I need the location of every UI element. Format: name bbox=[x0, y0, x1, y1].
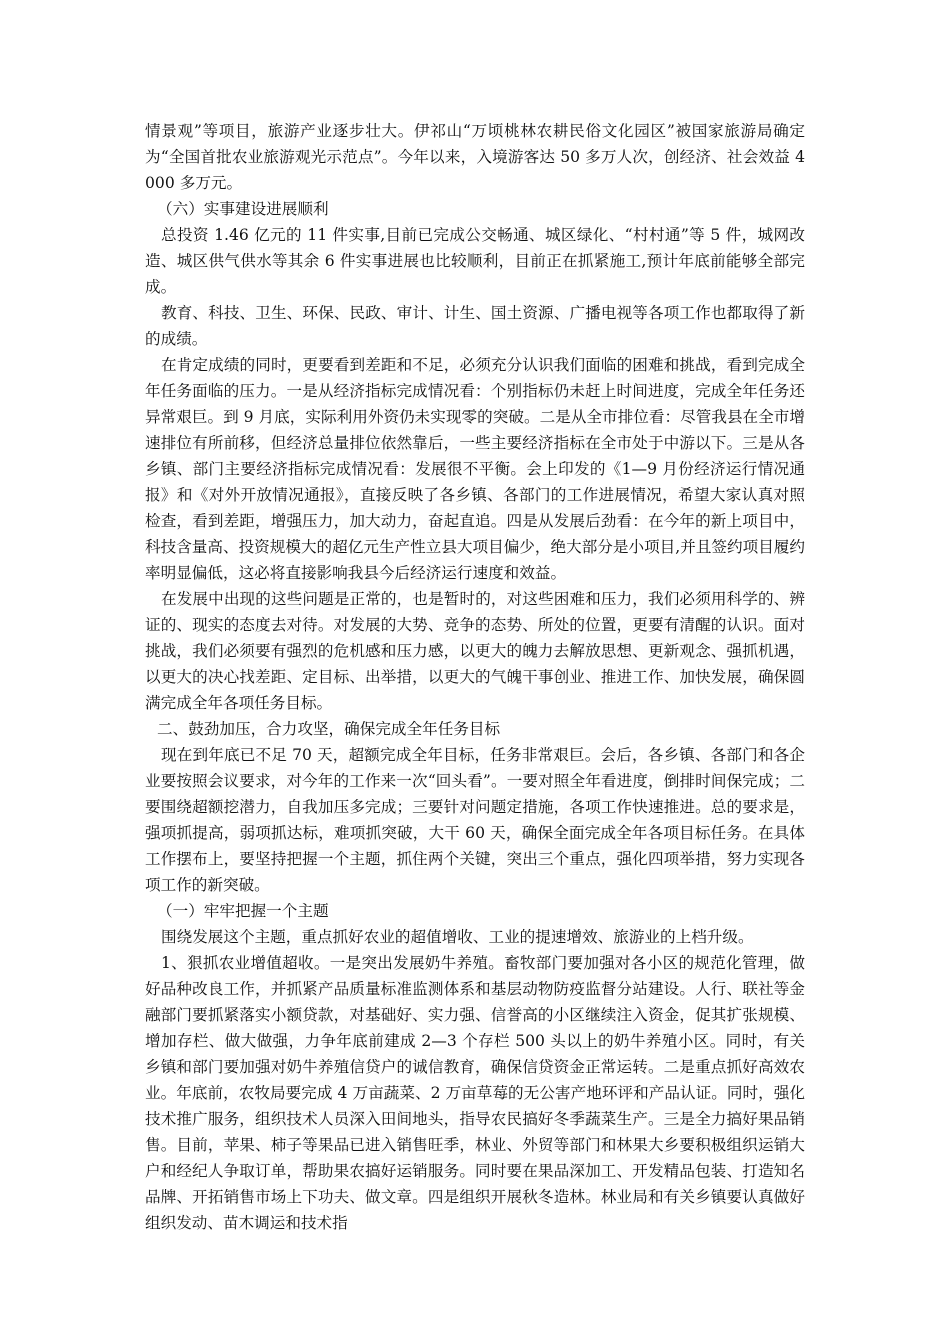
section-heading-part-two: 二、鼓劲加压，合力攻坚，确保完成全年任务目标 bbox=[157, 720, 501, 738]
paragraph-other-work: 教育、科技、卫生、环保、民政、审计、计生、国土资源、广播电视等各项工作也都取得了新的成绩。 bbox=[145, 304, 805, 348]
paragraph-theme-summary: 围绕发展这个主题，重点抓好农业的超值增收、工业的提速增效、旅游业的上档升级。 bbox=[161, 928, 754, 946]
document-body bbox=[145, 118, 805, 1236]
section-heading-one-theme: （一）牢牢把握一个主题 bbox=[157, 902, 329, 920]
paragraph-attitude: 在发展中出现的这些问题是正常的，也是暂时的，对这些困难和压力，我们必须用科学的、辨证的、现实的态度去对待。对发展的大势、竞争的态势、所处的位置，更要有清醒的认识。面对挑战，我们必须要有强烈的危机感和压力感，以更大的魄力去解放思想、更新观念、强抓机遇，以更大的决心找差距、定目标、出举措，以更大的气魄干事创业、推进工作、加快发展，确保圆满完成全年各项任务目标。 bbox=[145, 590, 805, 712]
section-heading-practical-projects: （六）实事建设进展顺利 bbox=[157, 200, 329, 218]
paragraph-gaps-and-challenges: 在肯定成绩的同时，更要看到差距和不足，必须充分认识我们面临的困难和挑战，看到完成全年任务面临的压力。一是从经济指标完成情况看：个别指标仍未赶上时间进度，完成全年任务还异常艰巨。到 9 月底，实际利用外资仍未实现零的突破。二是从全市排位看：尽管我县在全市增速排位有所前移，但经济总量排位依然靠后，一些主要经济指标在全市处于中游以下。三是从各乡镇、部门主要经济指标完成情况看：发展很不平衡。会上印发的《1—9 月份经济运行情况通报》和《对外开放情况通报》，直接反映了各乡镇、各部门的工作进展情况，希望大家认真对照检查，看到差距，增强压力，加大动力，奋起直追。四是从发展后劲看：在今年的新上项目中，科技含量高、投资规模大的超亿元生产性立县大项目偏少，绝大部分是小项目,并且签约项目履约率明显偏低，这必将直接影响我县今后经济运行速度和效益。 bbox=[145, 356, 805, 582]
paragraph-practical-projects: 总投资 1.46 亿元的 11 件实事,目前已完成公交畅通、城区绿化、“村村通”等 5 件，城网改造、城区供气供水等其余 6 件实事进展也比较顺利，目前正在抓紧施工,预计年底前能够全部完成。 bbox=[145, 226, 805, 296]
paragraph-year-end-push: 现在到年底已不足 70 天，超额完成全年目标，任务非常艰巨。会后，各乡镇、各部门和各企业要按照会议要求，对今年的工作来一次“回头看”。一要对照全年看进度，倒排时间保完成；二要围绕超额挖潜力，自我加压多完成；三要针对问题定措施，各项工作快速推进。总的要求是，强项抓提高，弱项抓达标，难项抓突破，大干 60 天，确保全面完成全年各项目标任务。在具体工作摆布上，要坚持把握一个主题，抓住两个关键，突出三个重点，强化四项举措，努力实现各项工作的新突破。 bbox=[145, 746, 805, 894]
paragraph-agriculture: 1、狠抓农业增值超收。一是突出发展奶牛养殖。畜牧部门要加强对各小区的规范化管理，做好品种改良工作，并抓紧产品质量标准监测体系和基层动物防疫监督分站建设。人行、联社等金融部门要抓紧落实小额贷款，对基础好、实力强、信誉高的小区继续注入资金，促其扩张规模、增加存栏、做大做强，力争年底前建成 2—3 个存栏 500 头以上的奶牛养殖小区。同时，有关乡镇和部门要加强对奶牛养殖信贷户的诚信教育，确保信贷资金正常运转。二是重点抓好高效农业。年底前，农牧局要完成 4 万亩蔬菜、2 万亩草莓的无公害产地环评和产品认证。同时，强化技术推广服务，组织技术人员深入田间地头，指导农民搞好冬季蔬菜生产。三是全力搞好果品销售。目前，苹果、柿子等果品已进入销售旺季，林业、外贸等部门和林果大乡要积极组织运销大户和经纪人争取订单，帮助果农搞好运销服务。同时要在果品深加工、开发精品包装、打造知名品牌、开拓销售市场上下功夫、做文章。四是组织开展秋冬造林。林业局和有关乡镇要认真做好组织发动、苗木调运和技术指 bbox=[145, 954, 805, 1232]
paragraph-tourism-continued: 情景观”等项目，旅游产业逐步壮大。伊祁山“万顷桃林农耕民俗文化园区”被国家旅游局确定为“全国首批农业旅游观光示范点”。今年以来，入境游客达 50 多万人次，创经济、社会效益 4000 多万元。 bbox=[145, 122, 805, 192]
